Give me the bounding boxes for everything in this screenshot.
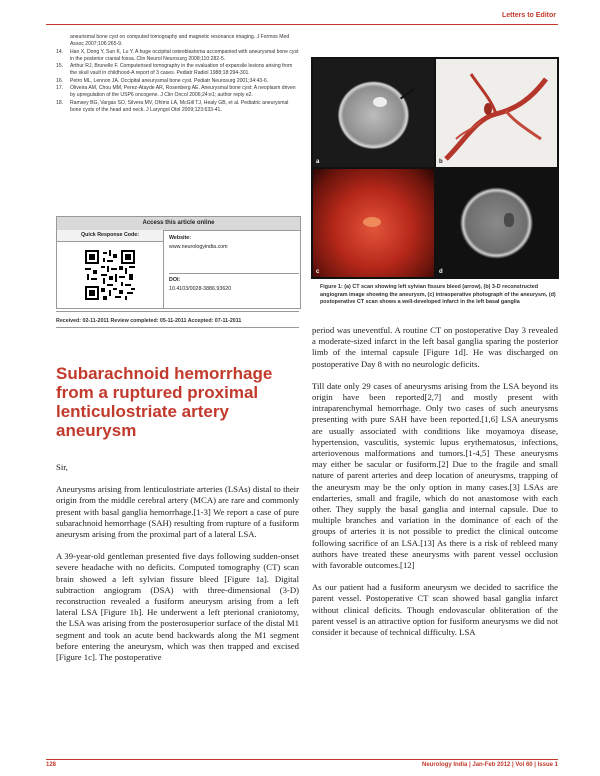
reference-item: 16. Petro ML, Lennon JA. Occipital aneurysmal bone cyst. Pediatr Neurosurg 2001;34:43-6. xyxy=(56,77,269,84)
figure-panel-a xyxy=(313,59,434,167)
paragraph: A 39-year-old gentleman presented five days following sudden-onset severe headache with no deficits. Computed tomography (CT) scan brain showed a left sylvian fissure bleed [Figure 1a]. Digital subtraction angiogram (DSA) with three-dimensional (3-D) reconstruction revealed a fusiform aneurysm arising from a left lateral LSA [Figure 1b]. He underwent a left pterional craniotomy, the LSA was arising from the posterosuperior surface of the distal M1 segment and took an acute bend backwards along the M1 segment before entering the aneurysm, which was then trapped and excised [Figure 1c]. The postoperative xyxy=(56,551,299,663)
figure-panel-b xyxy=(436,59,557,167)
reference-item: 17. Oliveira AM, Chou MM, Perez-Atayde AR, Rosenberg AE. Aneurysmal bone cyst: A neoplasm driven by upregulation of the USP6 oncogene. J Clin Oncol 2006;24:e1; author reply e2. xyxy=(56,85,296,99)
qr-label: Quick Response Code: xyxy=(57,230,163,242)
body-column-right xyxy=(312,325,558,649)
article-dates: Received: 02-11-2011 Review completed: 05-11-2011 Accepted: 07-11-2011 xyxy=(56,318,242,324)
website-link[interactable]: www.neurologyindia.com xyxy=(169,244,228,250)
journal-info: Neurology India | Jan-Feb 2012 | Vol 60 | Issue 1 xyxy=(422,762,558,768)
panel-label-c: c xyxy=(316,269,320,275)
reference-item: 14. Han X, Dong Y, Sun K, Lu Y. A huge occipital osteoblastoma accompanied with aneurysmal bone cyst in the posterior cranial fossa. Clin Neurol Neurosurg 2008;110:282-5. xyxy=(56,48,299,62)
header-rule xyxy=(46,24,558,25)
website-block xyxy=(169,234,299,252)
section-header: Letters to Editor xyxy=(501,12,556,19)
paragraph: period was uneventful. A routine CT on postoperative Day 3 revealed a moderate-sized infarct in the left basal ganglia sparing the posterior limb of the internal capsule [Figure 1d]. He was discharged on postoperative Day 8 with no neurologic deficits. xyxy=(312,325,558,369)
divider xyxy=(56,327,299,328)
website-label: Website: xyxy=(169,235,191,241)
figure-caption: Figure 1: (a) CT scan showing left sylvian fissure bleed (arrow), (b) 3-D reconstructed angiogram image showing the aneurysm, (c) intraoperative photograph of the aneurysm, (d) postoperative CT scan shows a well-developed infarct in the left basal ganglia xyxy=(320,284,556,306)
doi-link[interactable]: 10.4103/0028-3886.93620 xyxy=(169,286,232,292)
access-title: Access this article online xyxy=(57,217,300,231)
reference-item: 18. Ramsey BG, Vargas SO, Silvera MV, Ohlms LA, McGill TJ, Healy GB, et al. Pediatric aneurysmal bone cysts of the head and neck. J Laryngol Otol 2009;123:633-41. xyxy=(56,99,289,113)
salutation: Sir, xyxy=(56,462,68,472)
page-number: 128 xyxy=(46,762,57,768)
angiogram-image xyxy=(436,59,557,167)
reference-list xyxy=(56,34,299,114)
figure-panel-d xyxy=(436,169,557,277)
paragraph: Till date only 29 cases of aneurysms arising from the LSA beyond its origin have been reported[2,7] and mostly present with intraparenchymal hemorrhage. Only two cases of such aneurysms presenting with pure SAH have been reported.[1,6] LSA aneurysms are usually associated with conditions like moyamoya disease, hypertension, vasculitis, systemic lupus erythematosus, infections, arteriovenous malformations and tumors.[1-4,5] These aneurysms may either be sacular or fusiform.[2] Due to the fragile and small nature of parent arteries and deep location of aneurysms, trapping of the aneurysm may be the only option in many cases.[3] LSAs are endarteries, small and fragile, which do not anastomose with each other. They supply the basal ganglia and internal capsule. Due to multiple branches and variation in the dominance of each of the groups of arteries it is not possible to predict the clinical outcome following sacrifice of an LSA.[13] As there is a risk of rebleed many authors have treated these aneurysms with parent vessel occlusion with favorable outcomes.[12] xyxy=(312,380,558,571)
figure-1 xyxy=(311,57,559,279)
panel-label-d: d xyxy=(439,269,443,275)
footer-rule xyxy=(46,759,558,760)
doi-block xyxy=(169,273,299,294)
qr-code-icon[interactable] xyxy=(85,250,135,300)
qr-column xyxy=(57,230,164,308)
panel-label-b: b xyxy=(439,159,443,165)
doi-label: DOI: xyxy=(169,277,181,283)
figure-panel-c xyxy=(313,169,434,277)
panel-label-a: a xyxy=(316,159,320,165)
paragraph: Aneurysms arising from lenticulostriate arteries (LSAs) distal to their origin from the middle cerebral artery (MCA) are rare and commonly present with basal ganglia hemorrhage.[1-3] We report a case of pure subarachnoid hemorrhage (SAH) resulting from rupture of a fusiform aneurysm arising from the proximal part of a lateral LSA. xyxy=(56,484,299,540)
reference-item: 15. Arthur RJ, Brunelle F. Computerised tomography in the evaluation of expansile lesions arising from the skull vault in childhood-A report of 3 cases. Pediatr Radiol 1988;18:294-301. xyxy=(56,63,293,77)
body-column-left xyxy=(56,462,299,674)
article-title: Subarachnoid hemorrhage from a ruptured proximal lenticulostriate artery aneurysm xyxy=(56,364,273,440)
paragraph: As our patient had a fusiform aneurysm we decided to sacrifice the parent vessel. Postoperative CT scan showed basal ganglia infarct without clinical deficits. Though endovascular obliteration of the parent vessel is an attractive option for fusiform aneurysms we did not consider it because of technical difficulty. LSA xyxy=(312,582,558,638)
divider xyxy=(56,311,299,312)
access-box xyxy=(56,216,301,309)
reference-item: aneurismal bone cyst on computed tomography and magnetic resonance imaging. J Formos Med Assoc 2007;106:265-9. xyxy=(70,34,290,48)
